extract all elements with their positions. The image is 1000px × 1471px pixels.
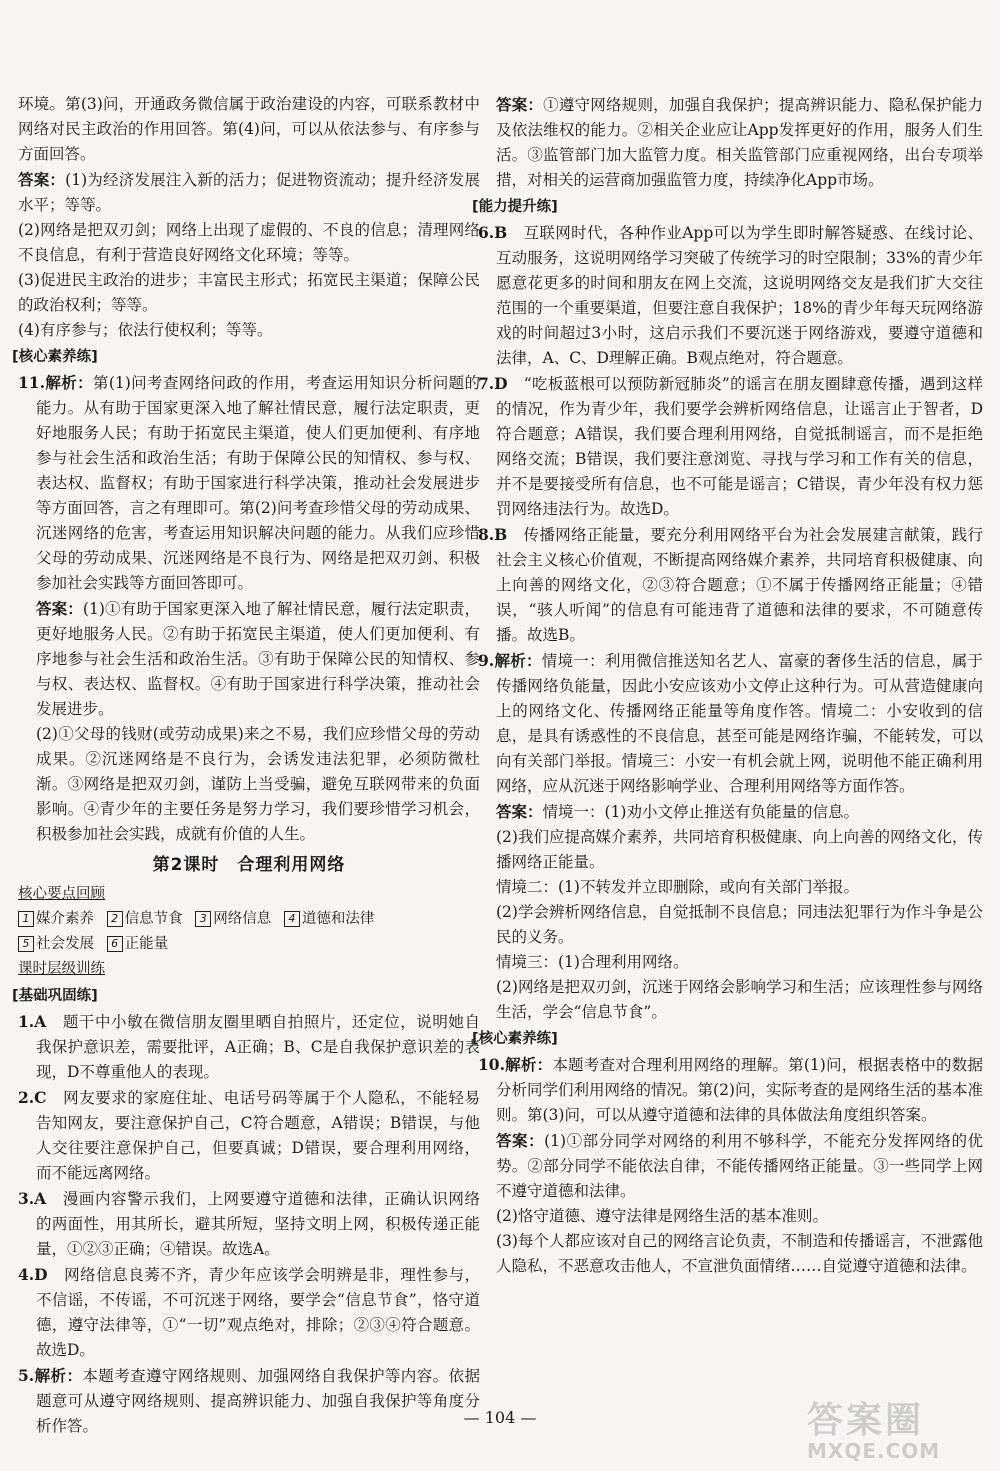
q7-item bbox=[478, 371, 983, 522]
q8-number: 8.B bbox=[478, 525, 508, 544]
q4-text: 网络信息良莠不齐，青少年应该学会明辨是非，理性参与，不信谣，不传谣，不可沉迷于网络，要学会“信息节食”，恪守道德，遵守法律等，①“一切”观点绝对，排除；②③④符合题意。故选D。 bbox=[36, 1266, 480, 1359]
q10-answer bbox=[478, 1128, 983, 1204]
q10-answer-2: (2)恪守道德、遵守法律是网络生活的基本准则。 bbox=[496, 1207, 828, 1225]
q6-item bbox=[478, 220, 983, 371]
review-box-4: 4 道德和法律 bbox=[284, 911, 375, 927]
review-box-5: 5 社会发展 bbox=[18, 936, 94, 952]
q9-answer bbox=[478, 799, 983, 825]
q2-item bbox=[18, 1085, 480, 1186]
q9-answer-2: (2)我们应提高媒介素养，共同培育积极健康、向上向善的网络文化，传播网络正能量。 bbox=[496, 828, 983, 871]
q3-number: 3.A bbox=[18, 1189, 47, 1208]
q1-item bbox=[18, 1009, 480, 1085]
q6-number: 6.B bbox=[478, 223, 508, 242]
q5-item bbox=[18, 1363, 480, 1439]
section-tag-basic: [基础巩固练] bbox=[12, 988, 98, 1004]
intro-paragraph: 环境。第(3)问，开通政务微信属于政治建设的内容，可联系教材中网络对民主政治的作用回答。第(4)问，可以从依法参与、有序参与方面回答。 bbox=[18, 95, 480, 163]
q5-answer bbox=[478, 92, 983, 193]
section-tag-ability: [能力提升练] bbox=[472, 199, 558, 215]
q9-number: 9. bbox=[478, 651, 495, 670]
q11-analysis-text: 第(1)问考查网络问政的作用，考查运用知识分析问题的能力。从有助于国家更深入地了解社情民意，履行法定职责，更好地服务人民；有助于拓宽民主渠道，使人们更加便利、有序地参与社会生活和政治生活；有助于保障公民的知情权、参与权、表达权、监督权；有助于国家进行科学决策，推动社会发展进步等方面回答，言之有理即可。第(2)问考查珍惜父母的劳动成果、沉迷网络的危害，考查运用知识解决问题的能力。从我们应珍惜父母的劳动成果、沉迷网络是不良行为、网络是把双刃剑、积极参加社会实践等方面回答即可。 bbox=[36, 374, 480, 592]
q9-answer-4: (2)学会辨析网络信息，自觉抵制不良信息；同违法犯罪行为作斗争是公民的义务。 bbox=[496, 903, 983, 946]
q7-number: 7.D bbox=[478, 374, 508, 393]
q2-number: 2.C bbox=[18, 1088, 47, 1107]
answer-part-3: (3)促进民主政治的进步；丰富民主形式；拓宽民主渠道；保障公民的政治权利；等等。 bbox=[18, 271, 480, 314]
q1-number: 1.A bbox=[18, 1012, 47, 1031]
q4-item bbox=[18, 1262, 480, 1363]
q5-analysis-label: 解析： bbox=[34, 1366, 83, 1385]
answer-part-2: (2)网络是把双刃剑；网络上出现了虚假的、不良的信息；清理网络不良信息，有利于营造良好网络文化环境；等等。 bbox=[18, 221, 480, 264]
q9-answer-1: 情境一：(1)劝小文停止推送有负能量的信息。 bbox=[542, 803, 859, 821]
q10-answer-label: 答案： bbox=[496, 1131, 545, 1150]
watermark-logo bbox=[807, 1392, 982, 1464]
q10-item bbox=[478, 1052, 983, 1128]
q3-item bbox=[18, 1186, 480, 1262]
training-title: 课时层级训练 bbox=[18, 961, 105, 977]
review-box-2: 2 信息节食 bbox=[107, 911, 183, 927]
q5-number: 5. bbox=[18, 1366, 35, 1385]
q9-answer-6: (2)网络是把双刃剑，沉迷于网络会影响学习和生活；应该理性参与网络生活，学会“信息节食”。 bbox=[496, 978, 983, 1021]
q9-answer-5: 情境三：(1)合理利用网络。 bbox=[496, 953, 689, 971]
q10-answer-3: (3)每个人都应该对自己的网络言论负责，不制造和传播谣言，不泄露他人隐私，不恶意攻击他人，不宣泄负面情绪……自觉遵守道德和法律。 bbox=[496, 1232, 983, 1275]
q8-text: 传播网络正能量，要充分利用网络平台为社会发展建言献策，践行社会主义核心价值观，不断提高网络媒介素养，共同培育积极健康、向上向善的网络文化，②③符合题意；①不属于传播网络正能量；④错误，“骇人听闻”的信息有可能违背了道德和法律的要求，不可随意传播。故选B。 bbox=[496, 526, 983, 644]
review-boxes-row1 bbox=[18, 907, 480, 932]
lesson-title: 第2课时 合理利用网络 bbox=[152, 855, 346, 875]
q7-text: “吃板蓝根可以预防新冠肺炎”的谣言在朋友圈肆意传播，遇到这样的情况，作为青少年，我们要学会辨析网络信息，让谣言止于智者，D符合题意；A错误，我们要合理利用网络，自觉抵制谣言，而不是拒绝网络交流；B错误，我们要注意浏览、寻找与学习和工作有关的信息，并不是要接受所有信息，也不可能是谣言；C错误，青少年没有权力惩罚网络违法行为。故选D。 bbox=[496, 375, 983, 518]
q9-analysis-label: 解析： bbox=[494, 651, 542, 670]
q1-text: 题干中小敏在微信朋友圈里晒自拍照片，还定位，说明她自我保护意识差，需要批评，A正确；B、C是自我保护意识差的表现，D不尊重他人的表现。 bbox=[36, 1013, 480, 1081]
q10-analysis-label: 解析： bbox=[504, 1055, 553, 1074]
review-box-1: 1 媒介素养 bbox=[18, 911, 94, 927]
q5-answer-text: ①遵守网络规则，加强自我保护；提高辨识能力、隐私保护能力及依法维权的能力。②相关企业应让App发挥更好的作用，服务人们生活。③监管部门加大监管力度。相关监管部门应重视网络，出台专项举措，对相关的运营商加强监管力度，持续净化App市场。 bbox=[496, 96, 983, 189]
watermark-url: MXQE.COM bbox=[807, 1439, 941, 1463]
review-box-6: 6 正能量 bbox=[107, 936, 169, 952]
left-column bbox=[12, 92, 480, 1439]
q6-text: 互联网时代，各种作业App可以为学生即时解答疑惑、在线讨论、互动服务，这说明网络学习突破了传统学习的时空限制；33%的青少年愿意花更多的时间和朋友在网上交流，这说明网络交友是我们扩大交往范围的一个重要渠道，但要注意自我保护；18%的青少年每天玩网络游戏的时间超过3小时，这启示我们不要沉迷于网络游戏，要遵守道德和法律，A、C、D理解正确。B观点绝对，符合题意。 bbox=[496, 224, 983, 367]
q11-analysis-label: 解析： bbox=[44, 373, 93, 392]
q4-number: 4.D bbox=[18, 1265, 48, 1284]
section-tag-core-right: [核心素养练] bbox=[472, 1031, 558, 1047]
answer-label: 答案： bbox=[18, 170, 66, 189]
q10-answer-1: (1)①部分同学对网络的利用不够科学，不能充分发挥网络的优势。②部分同学不能依法自律，不能传播网络正能量。③一些同学上网不遵守道德和法律。 bbox=[496, 1132, 983, 1200]
answer-part-1: (1)为经济发展注入新的活力；促进物资流动；提升经济发展水平；等等。 bbox=[18, 171, 480, 214]
review-boxes-row2 bbox=[18, 932, 480, 957]
q11-answer-1: (1)①有助于国家更深入地了解社情民意，履行法定职责，更好地服务人民。②有助于拓宽民主渠道，使人们更加便利、有序地参与社会生活和政治生活。③有助于保障公民的知情权、参与权、表达权、监督权。④有助于国家进行科学决策，推动社会发展进步。 bbox=[36, 600, 480, 718]
q8-item bbox=[478, 522, 983, 648]
q5-answer-label: 答案： bbox=[496, 95, 544, 114]
q9-item bbox=[478, 648, 983, 799]
q9-answer-label: 答案： bbox=[496, 802, 543, 821]
q9-answer-3: 情境二：(1)不转发并立即删除，或向有关部门举报。 bbox=[496, 878, 859, 896]
q11-number: 11. bbox=[18, 373, 45, 392]
watermark-text: 答案圈 bbox=[807, 1400, 925, 1441]
q9-text: 情境一：利用微信推送知名艺人、富豪的奢侈生活的信息，属于传播网络负能量，因此小安应该劝小文停止这种行为。可从营造健康向上的网络文化、传播网络正能量等角度作答。情境二：小安收到的信息，是具有诱惑性的不良信息，甚至可能是网络诈骗，不能转发，可以向有关部门举报。情境三：小安一有机会就上网，说明他不能正确利用网络，应从沉迷于网络影响学业、合理利用网络等方面作答。 bbox=[496, 652, 983, 795]
right-column bbox=[472, 92, 983, 1279]
q11-answer-2: (2)①父母的钱财(或劳动成果)来之不易，我们应珍惜父母的劳动成果。②沉迷网络是不良行为，会诱发违法犯罪，必须防微杜渐。③网络是把双刃剑，谨防上当受骗，避免互联网带来的负面影响。④青少年的主要任务是努力学习，我们要珍惜学习机会，积极参加社会实践，成就有价值的人生。 bbox=[36, 725, 480, 843]
q2-text: 网友要求的家庭住址、电话号码等属于个人隐私，不能轻易告知网友，要注意保护自己，C符合题意，A错误；B错误，与他人交往要注意保护自己，但要真诚；D错误，要合理利用网络，而不能远离网络。 bbox=[36, 1089, 480, 1182]
q3-text: 漫画内容警示我们，上网要遵守道德和法律，正确认识网络的两面性，用其所长，避其所短，坚持文明上网，积极传递正能量，①②③正确；④错误。故选A。 bbox=[36, 1190, 480, 1258]
section-tag-core: [核心素养练] bbox=[12, 349, 98, 365]
q5-text: 本题考查遵守网络规则、加强网络自我保护等内容。依据题意可从遵守网络规则、提高辨识能力、加强自我保护等角度分析作答。 bbox=[36, 1367, 480, 1435]
q10-text: 本题考查对合理利用网络的理解。第(1)问，根据表格中的数据分析同学们利用网络的情况。第(2)问，实际考查的是网络生活的基本准则。第(3)问，可以从遵守道德和法律的具体做法角度组织答案。 bbox=[496, 1056, 983, 1124]
review-title: 核心要点回顾 bbox=[18, 886, 105, 902]
q11-analysis bbox=[18, 370, 480, 596]
page-number: — 104 — bbox=[463, 1408, 537, 1427]
review-box-3: 3 网络信息 bbox=[195, 911, 271, 927]
q10-number: 10. bbox=[478, 1055, 505, 1074]
answer-part-4: (4)有序参与；依法行使权利；等等。 bbox=[18, 321, 273, 339]
q11-answer bbox=[18, 596, 480, 722]
q11-answer-label: 答案： bbox=[36, 599, 83, 618]
